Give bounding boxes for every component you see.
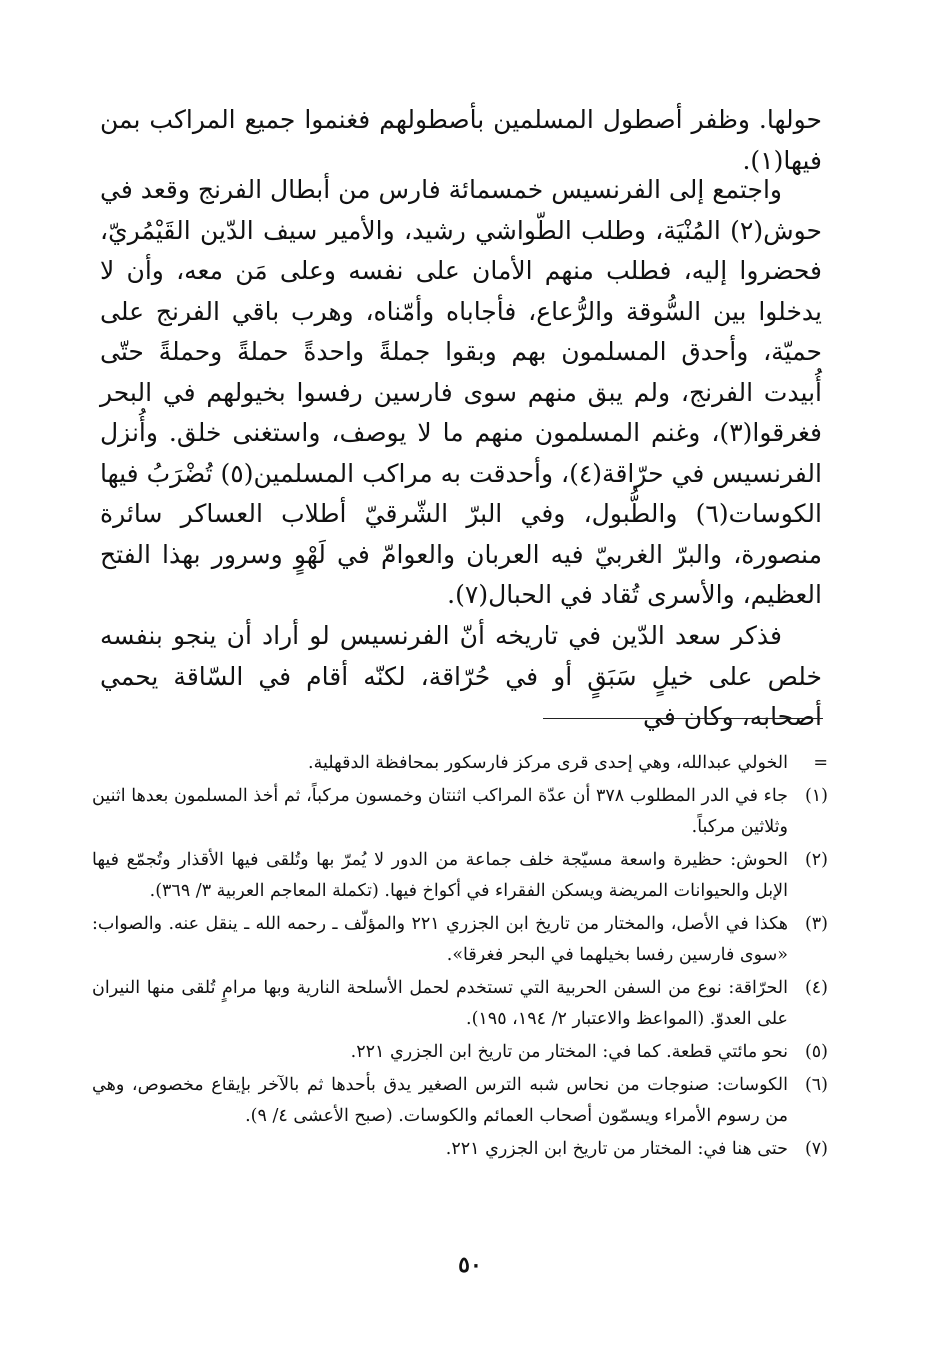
footnote-text: حتى هنا في: المختار من تاريخ ابن الجزري ٢٢١. (445, 1139, 788, 1159)
footnote-number: (٧) (804, 1139, 828, 1159)
footnote-item (92, 909, 828, 971)
footnotes-section (92, 748, 828, 1167)
page-number: ٥٠ (458, 1252, 482, 1278)
footnote-number: (٣) (804, 914, 828, 934)
footnote-text: هكذا في الأصل، والمختار من تاريخ ابن الجزري ٢٢١ والمؤلّف ـ رحمه الله ـ ينقل عنه. والصواب: «سوى فارسين رفسا بخيلهما في البحر فغرقا». (92, 914, 788, 965)
footnote-item (92, 1070, 828, 1132)
footnote-text: الكوسات: صنوجات من نحاس شبه الترس الصغير يدق بأحدها ثم بالآخر بإيقاع مخصوص، وهي من رسوم الأمراء ويسمّون أصحاب العمائم والكوسات. (صبح الأعشى ٤/ ٩). (92, 1075, 788, 1126)
footnote-item (92, 748, 828, 779)
footnote-text: نحو مائتي قطعة. كما في: المختار من تاريخ ابن الجزري ٢٢١. (350, 1042, 788, 1062)
footnote-number: (٢) (804, 850, 828, 870)
footnote-item (92, 845, 828, 907)
footnote-item (92, 1134, 828, 1165)
footnote-text: الحوش: حظيرة واسعة مسيّجة خلف جماعة من الدور لا يُمرّ بها وتُلقى فيها الأقذار وتُجمّع فيها الإبل والحيوانات المريضة ويسكن الفقراء في أكواخ فيها. (تكملة المعاجم العربية ٣/ ٣٦٩). (92, 850, 788, 901)
footnote-number: (١) (804, 786, 828, 806)
footnote-item (92, 1037, 828, 1068)
footnote-number: = (813, 753, 828, 773)
footnote-divider (543, 718, 823, 719)
footnote-number: (٥) (804, 1042, 828, 1062)
footnote-text: الخولي عبدالله، وهي إحدى قرى مركز فارسكور بمحافظة الدقهلية. (308, 753, 788, 773)
footnote-item (92, 781, 828, 843)
footnote-text: الحرّاقة: نوع من السفن الحربية التي تستخدم لحمل الأسلحة النارية وبها مرامٍ تُلقى منها النيران على العدوّ. (المواعظ والاعتبار ٢/ ١٩٤، ١٩٥). (92, 978, 788, 1029)
footnote-number: (٤) (804, 978, 828, 998)
paragraph-main: واجتمع إلى الفرنسيس خمسمائة فارس من أبطال الفرنج وقعد في حوش(٢) المُنْيَة، وطلب الطّواشي رشيد، والأمير سيف الدّين القَيْمُريّ، فحضروا إليه، فطلب منهم الأمان على نفسه وعلى مَن معه، وأن لا يدخلوا بين السُّوقة والرُّعاع، فأجاباه وأمّناه، وهرب باقي الفرنج على حميّة، وأحدق المسلمون بهم وبقوا جملةً واحدةً حملةً وحملةً حتّى أُبيدت الفرنج، ولم يبق منهم سوى فارسين رفسوا بخيولهم في البحر فغرقوا(٣)، وغنم المسلمون منهم ما لا يوصف، واستغنى خلق. وأُنزل الفرنسيس في حرّاقة(٤)، وأحدقت به مراكب المسلمين(٥) تُضْرَبُ فيها الكوسات(٦) والطُّبول، وفي البرّ الشّرقيّ أطلاب العساكر سائرة منصورة، والبرّ الغربيّ فيه العربان والعوامّ في لَهْوٍ وسرور بهذا الفتح العظيم، والأسرى تُقاد في الحبال(٧). (100, 175, 822, 609)
paragraph-continuation: حولها. وظفر أصطول المسلمين بأصطولهم فغنموا جميع المراكب بمن فيها(١). (100, 105, 822, 175)
footnote-item (92, 973, 828, 1035)
footnote-text: جاء في الدر المطلوب ٣٧٨ أن عدّة المراكب اثنتان وخمسون مركباً، ثم أخذ المسلمون بعدها اثنين وثلاثين مركباً. (92, 786, 788, 837)
footnote-number: (٦) (804, 1075, 828, 1095)
paragraph-closing: فذكر سعد الدّين في تاريخه أنّ الفرنسيس لو أراد أن ينجو بنفسه خلص على خيلٍ سَبَقٍ أو في حُرّاقة، لكنّه أقام في السّاقة يحمي أصحابه، وكان في (100, 621, 822, 731)
